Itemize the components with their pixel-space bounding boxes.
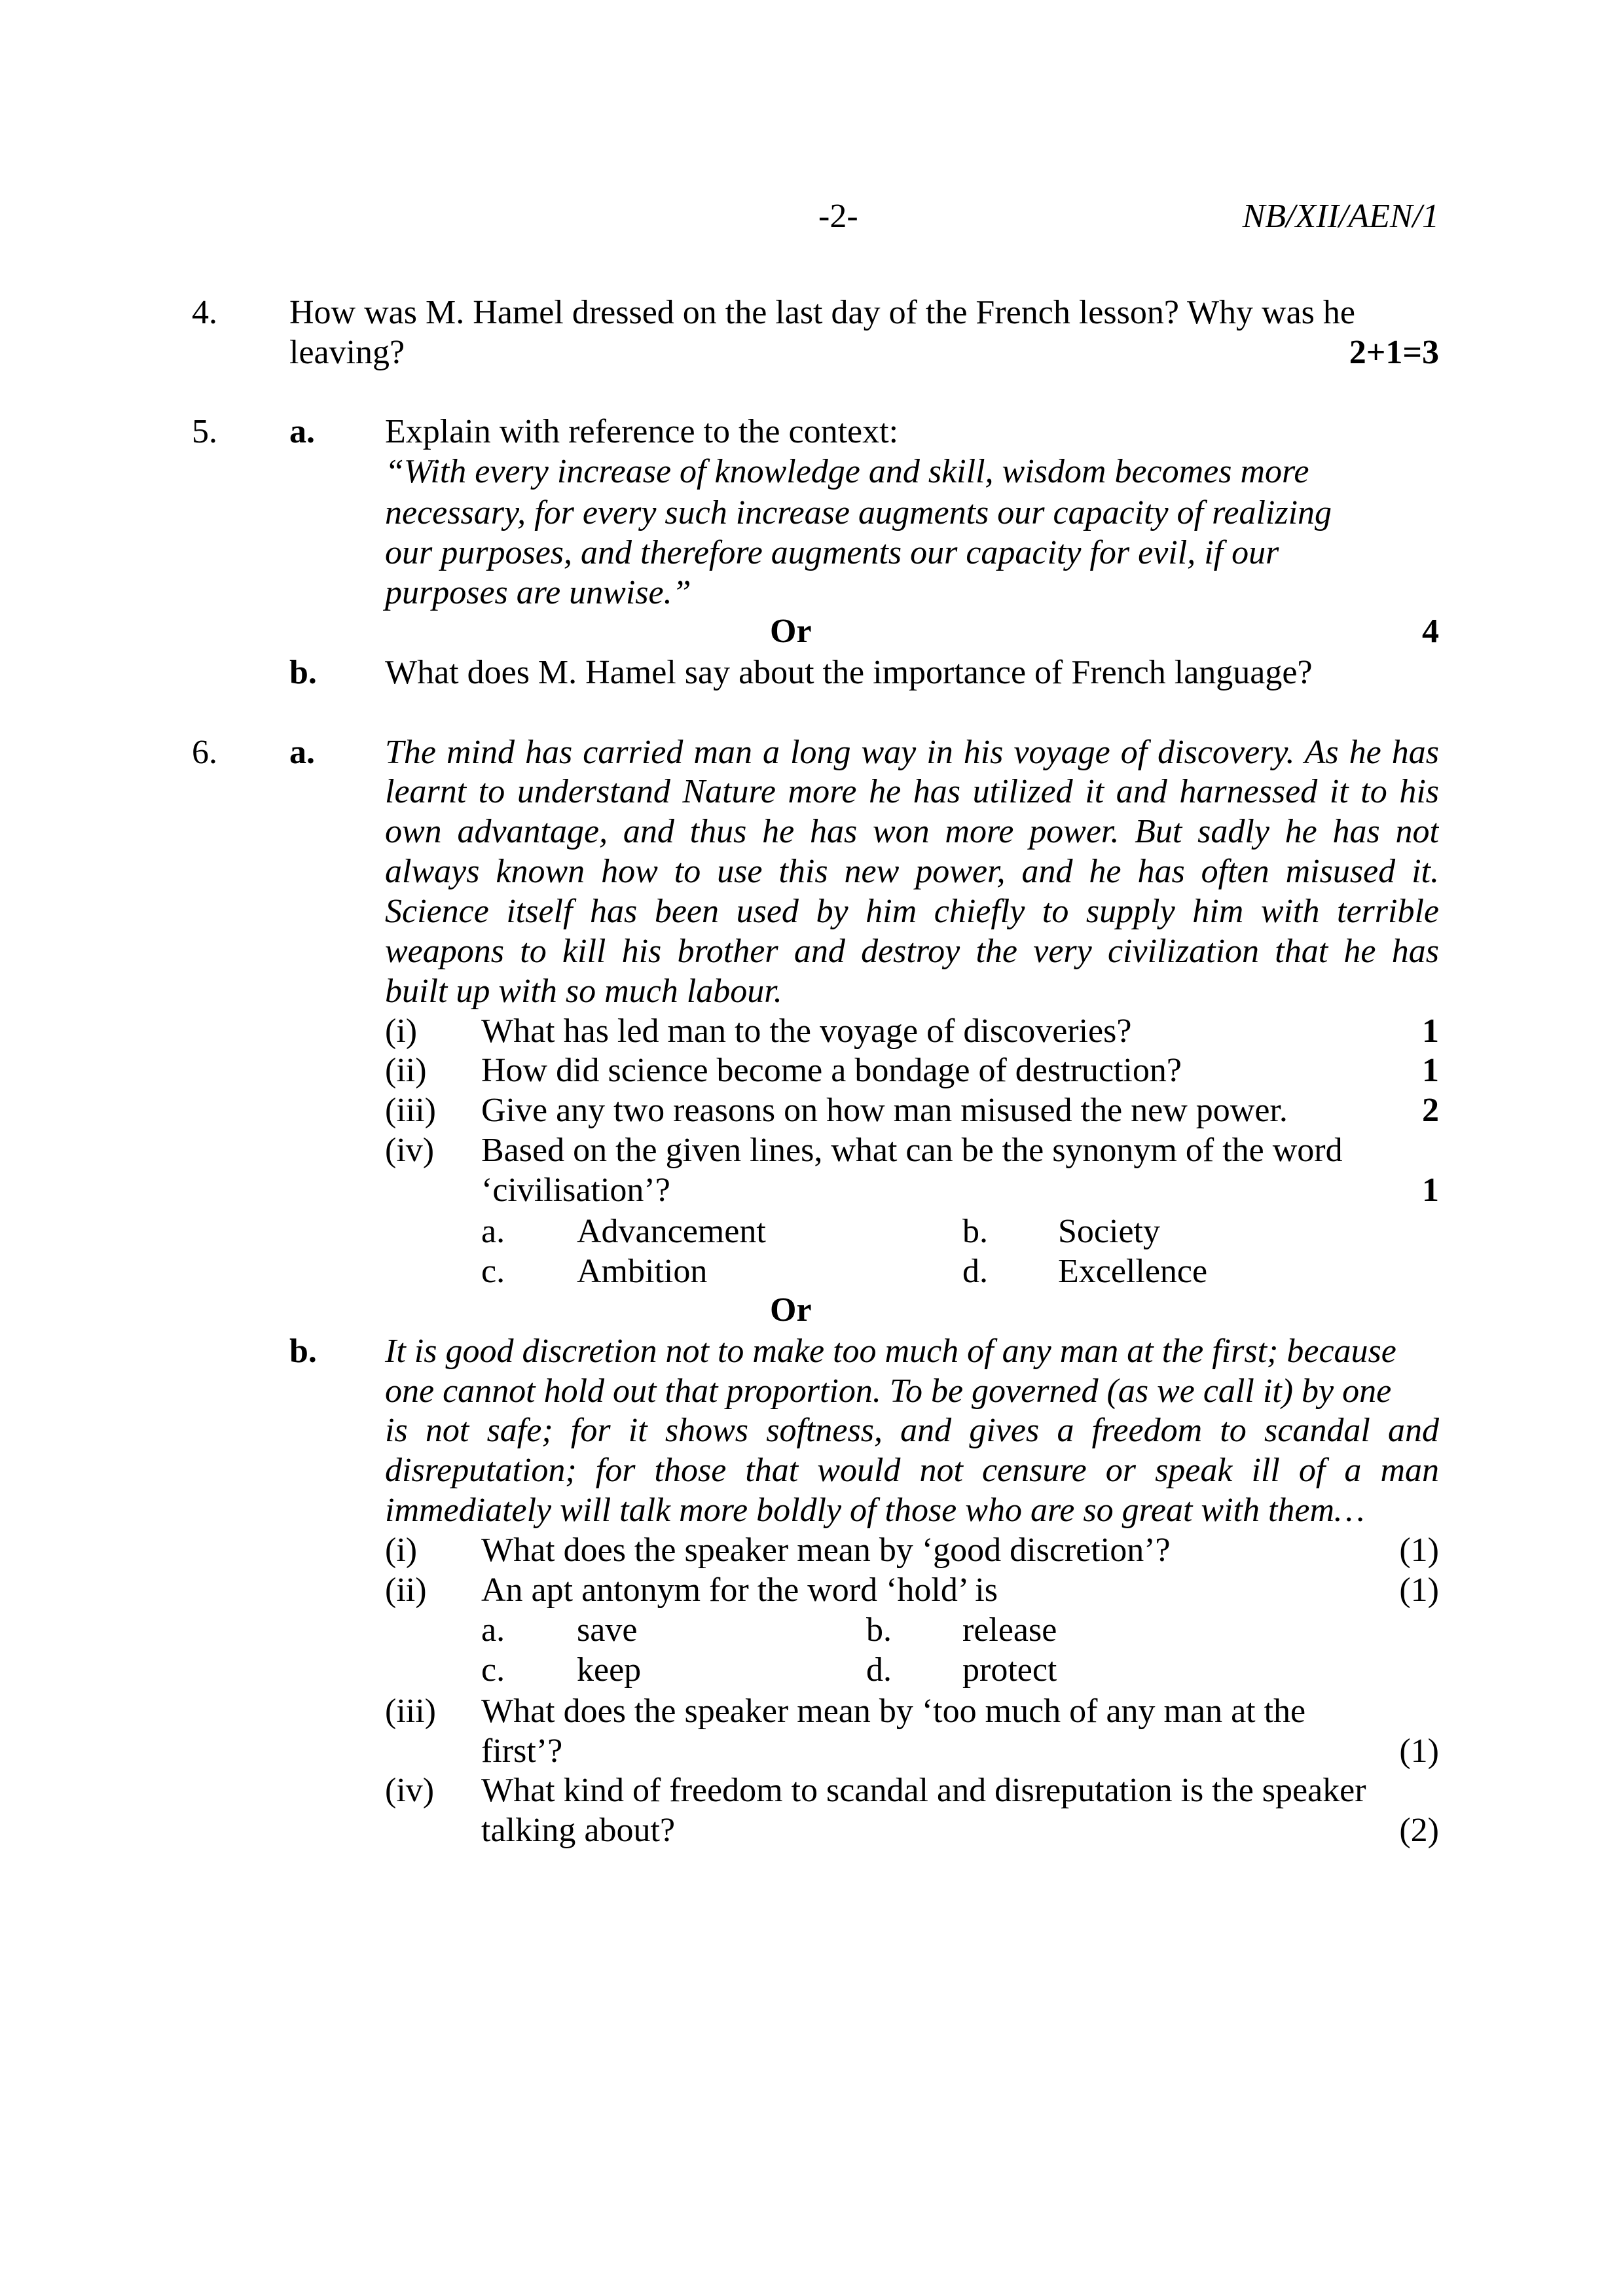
marks: 2+1=3 [1349,334,1439,371]
or-separator: Or [770,1291,812,1329]
passage-line: learnt to understand Nature more he has utilized it and harnessed it to his [385,773,1439,810]
sub-question-number: (iii) [385,1693,436,1730]
sub-question-number: (iv) [385,1132,435,1169]
passage-line: immediately will talk more boldly of those who are so great with them… [385,1492,1365,1529]
question-number: 6. [192,734,217,771]
sub-question-number: (i) [385,1013,418,1050]
passage-line: It is good discretion not to make too much of any man at the first; because [385,1333,1396,1370]
sub-question-number: (iii) [385,1092,436,1129]
sub-question-text: What kind of freedom to scandal and disreputation is the speaker [481,1772,1366,1809]
sub-label: b. [289,654,317,691]
quote-line: our purposes, and therefore augments our capacity for evil, if our [385,534,1279,571]
page-number: -2- [818,198,858,235]
option-letter: b. [866,1611,892,1649]
sub-label: a. [289,734,315,771]
sub-question-number: (ii) [385,1052,427,1089]
or-separator: Or [770,613,812,650]
option-letter: a. [481,1611,505,1649]
quote-line: purposes are unwise.” [385,574,691,611]
passage-line: own advantage, and thus he has won more power. But sadly he has not [385,813,1439,850]
marks: 2 [1422,1092,1439,1129]
option-letter: a. [481,1213,505,1250]
paper-code: NB/XII/AEN/1 [1242,198,1439,235]
option-letter: c. [481,1253,505,1290]
sub-question-text: ‘civilisation’? [481,1172,670,1209]
option-text: Excellence [1058,1253,1208,1290]
passage-line: Science itself has been used by him chiefly to supply him with terrible [385,893,1439,930]
passage-line: weapons to kill his brother and destroy the very civilization that he has [385,933,1439,970]
sub-question-number: (ii) [385,1571,427,1609]
option-text: protect [962,1651,1057,1689]
sub-question-text: Based on the given lines, what can be the synonym of the word [481,1132,1343,1169]
passage-line: is not safe; for it shows softness, and gives a freedom to scandal and [385,1412,1439,1449]
passage-line: always known how to use this new power, and he has often misused it. [385,853,1439,890]
passage-line: disreputation; for those that would not censure or speak ill of a man [385,1452,1439,1489]
marks: 1 [1422,1013,1439,1050]
quote-line: “With every increase of knowledge and skill, wisdom becomes more [385,453,1309,490]
option-text: keep [577,1651,642,1689]
option-letter: d. [962,1253,988,1290]
option-text: Society [1058,1213,1160,1250]
sub-question-text: How did science become a bondage of destruction? [481,1052,1182,1089]
passage-line: one cannot hold out that proportion. To be governed (as we call it) by one [385,1372,1392,1410]
option-text: save [577,1611,638,1649]
option-letter: d. [866,1651,892,1689]
sub-question-text: An apt antonym for the word ‘hold’ is [481,1571,998,1609]
marks: 1 [1422,1052,1439,1089]
question-text: Explain with reference to the context: [385,413,899,450]
marks: (1) [1399,1532,1439,1569]
marks: 1 [1422,1172,1439,1209]
sub-label: a. [289,413,315,450]
sub-question-number: (i) [385,1532,418,1569]
quote-line: necessary, for every such increase augments our capacity of realizing [385,494,1332,531]
sub-question-text: What does the speaker mean by ‘too much of any man at the [481,1693,1306,1730]
question-text: How was M. Hamel dressed on the last day of the French lesson? Why was he [289,294,1355,331]
option-text: release [962,1611,1057,1649]
sub-label: b. [289,1333,317,1370]
question-text: leaving? [289,334,405,371]
option-letter: c. [481,1651,505,1689]
sub-question-text: talking about? [481,1812,676,1849]
option-letter: b. [962,1213,988,1250]
sub-question-text: What has led man to the voyage of discoveries? [481,1013,1132,1050]
sub-question-text: first’? [481,1732,563,1770]
marks: (2) [1399,1812,1439,1849]
question-number: 4. [192,294,217,331]
option-text: Ambition [577,1253,708,1290]
sub-question-text: What does the speaker mean by ‘good discretion’? [481,1532,1171,1569]
marks: (1) [1399,1571,1439,1609]
question-number: 5. [192,413,217,450]
sub-question-number: (iv) [385,1772,435,1809]
passage-line: built up with so much labour. [385,973,782,1010]
question-text: What does M. Hamel say about the importance of French language? [385,654,1313,691]
passage-line: The mind has carried man a long way in his voyage of discovery. As he has [385,734,1439,771]
sub-question-text: Give any two reasons on how man misused the new power. [481,1092,1288,1129]
marks: 4 [1422,613,1439,650]
marks: (1) [1399,1732,1439,1770]
option-text: Advancement [577,1213,766,1250]
